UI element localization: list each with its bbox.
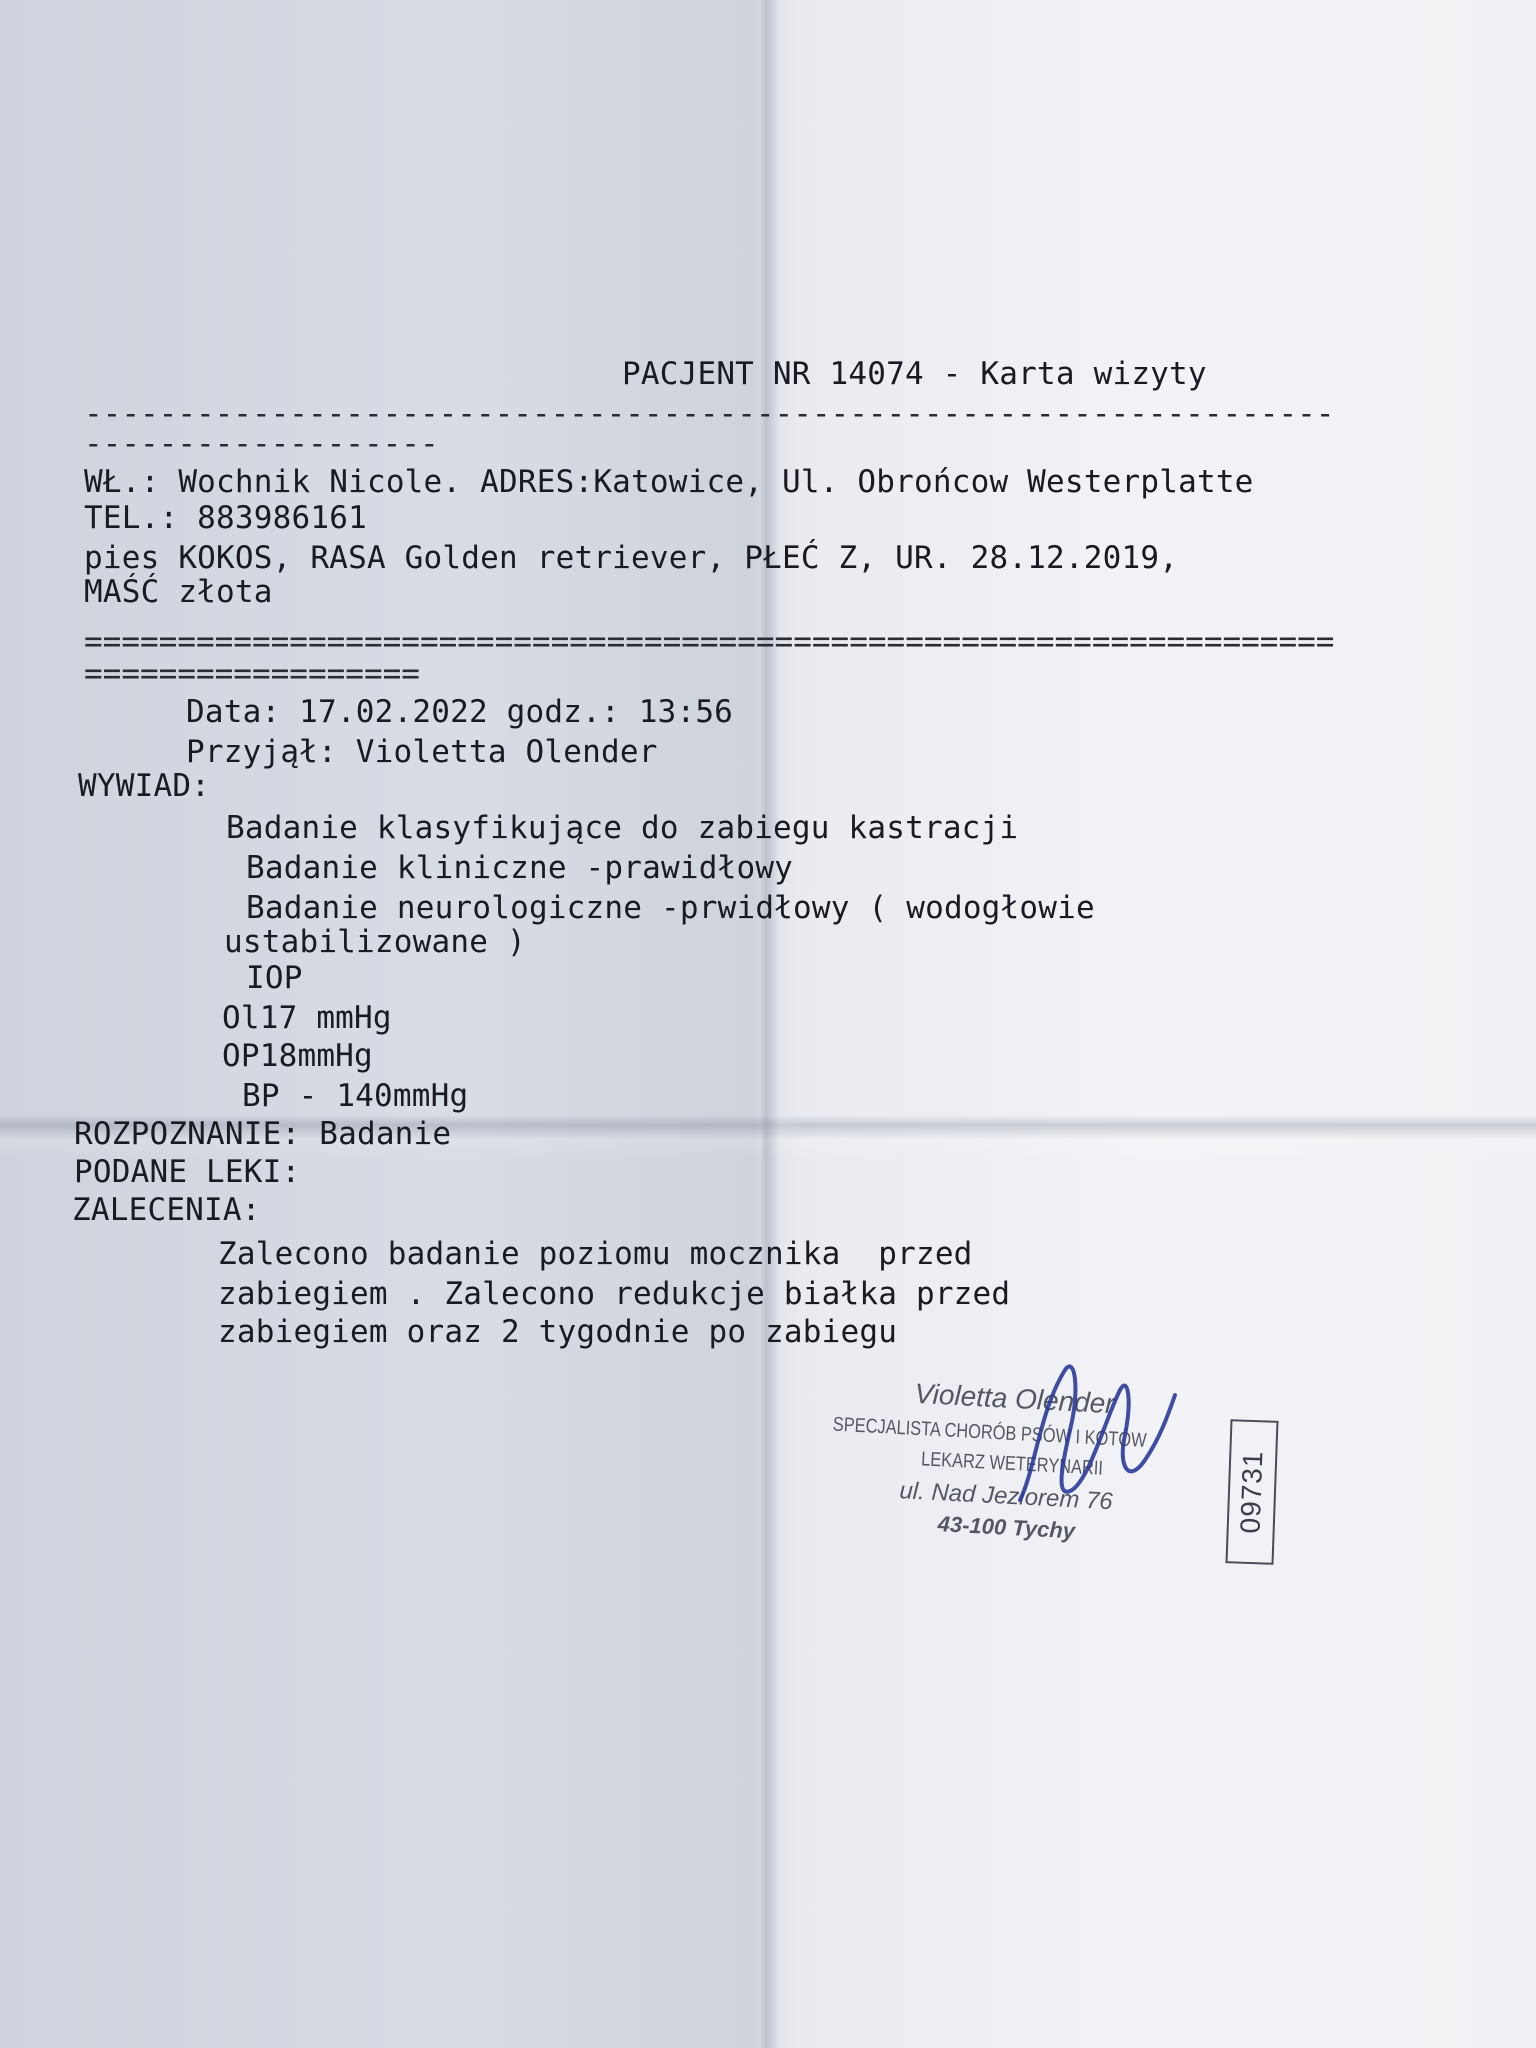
animal-info-line: pies KOKOS, RASA Golden retriever, PŁEĆ Z, UR. 28.12.2019, [84, 540, 1179, 576]
stamp-number: 09731 [1234, 1450, 1269, 1534]
stamp-number-box [1226, 1419, 1279, 1565]
diagnosis: ROZPOZNANIE: Badanie [74, 1116, 452, 1152]
stamp-title: LEKARZ WETERYNARII [920, 1448, 1104, 1480]
interview-line: Badanie neurologiczne -prwidłowy ( wodogłowie [246, 890, 1095, 926]
interview-label: WYWIAD: [78, 768, 211, 804]
interview-line: OP18mmHg [222, 1038, 373, 1074]
recommendation-line: Zalecono badanie poziomu mocznika przed [218, 1236, 973, 1272]
interview-line: IOP [246, 960, 303, 996]
separator-eq-2: ================== [84, 656, 420, 692]
owner-phone: TEL.: 883986161 [84, 500, 367, 536]
medications-label: PODANE LEKI: [74, 1154, 301, 1190]
separator-dash-1: ------------------------------------------------------------------- [84, 396, 1335, 432]
separator-eq-1: =================================================================== [84, 624, 1335, 660]
visit-received-by: Przyjął: Violetta Olender [186, 734, 658, 770]
owner-address-line: WŁ.: Wochnik Nicole. ADRES:Katowice, Ul. Obrońcow Westerplatte [84, 464, 1254, 500]
recommendation-line: zabiegiem . Zalecono redukcje białka przed [218, 1276, 1011, 1312]
interview-line: Badanie kliniczne -prawidłowy [246, 850, 794, 886]
interview-line: Ol17 mmHg [222, 1000, 392, 1036]
interview-line: Badanie klasyfikujące do zabiegu kastracji [226, 810, 1019, 846]
stamp-street: ul. Nad Jeziorem 76 [898, 1477, 1114, 1516]
document-title: PACJENT NR 14074 - Karta wizyty [622, 356, 1207, 392]
animal-color: MAŚĆ złota [84, 574, 273, 610]
stamp-name: Violetta Olender [913, 1377, 1116, 1420]
stamp-specialty: SPECJALISTA CHORÓB PSÓW I KOTÓW [832, 1413, 1148, 1452]
interview-line: ustabilizowane ) [224, 924, 526, 960]
signature-icon [1010, 1350, 1190, 1510]
visit-date: Data: 17.02.2022 godz.: 13:56 [186, 694, 734, 730]
recommendations-label: ZALECENIA: [72, 1192, 261, 1228]
interview-line: BP - 140mmHg [242, 1078, 469, 1114]
separator-dash-2: ------------------- [84, 426, 439, 462]
recommendation-line: zabiegiem oraz 2 tygodnie po zabiegu [218, 1314, 898, 1350]
stamp-city: 43-100 Tychy [937, 1511, 1076, 1544]
